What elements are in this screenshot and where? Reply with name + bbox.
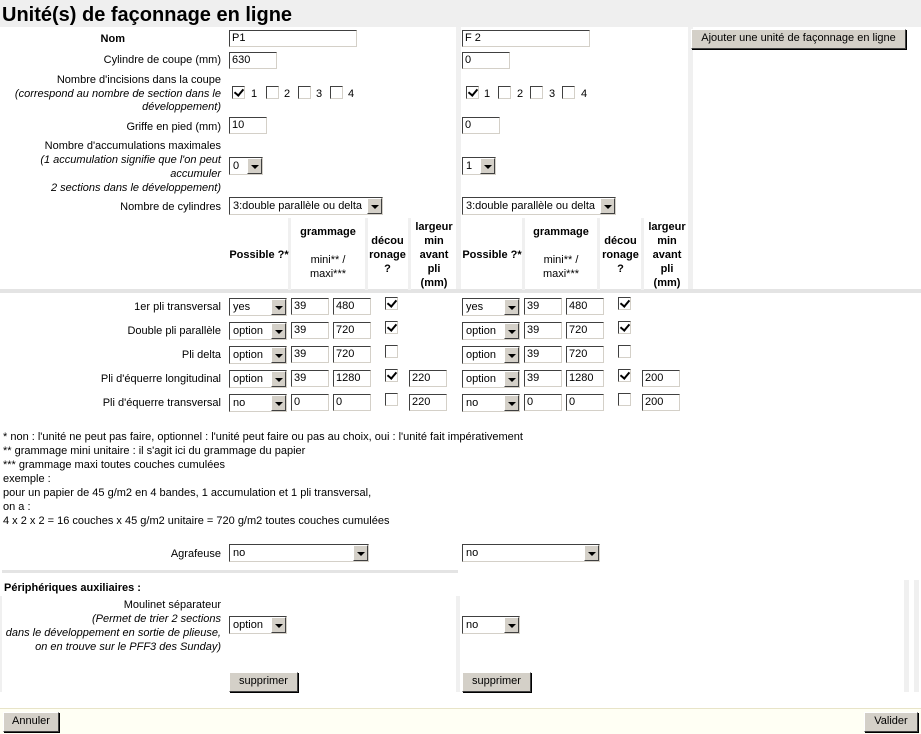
chevron-down-icon	[504, 347, 519, 363]
unit1-incision-3-checkbox[interactable]	[298, 86, 311, 99]
unit1-incision-4-label: 4	[348, 88, 355, 100]
chevron-down-icon	[480, 158, 495, 174]
unit2-accum-select[interactable]	[462, 157, 496, 175]
chevron-down-icon	[584, 545, 599, 561]
unit1-incision-1-label: 1	[251, 88, 258, 100]
chevron-down-icon	[247, 158, 262, 174]
unit1-fold-mini-input[interactable]: 39	[291, 322, 329, 339]
header-largeur-4: pli	[427, 263, 441, 275]
unit1-fold-possible-select[interactable]	[229, 346, 287, 364]
header-decoupe-2: ronage	[602, 249, 639, 261]
unit2-fold-possible-select[interactable]	[462, 322, 520, 340]
cancel-button[interactable]: Annuler	[3, 712, 59, 732]
chevron-down-icon	[271, 395, 286, 411]
header-decoupe-3: ?	[617, 263, 624, 275]
label-accum-note-1: (1 accumulation signifie que l'on peut	[40, 154, 221, 166]
unit1-fold-possible-select[interactable]	[229, 394, 287, 412]
unit1-fold-maxi-input[interactable]: 720	[333, 322, 371, 339]
unit2-moulinet-select[interactable]	[462, 616, 520, 634]
chevron-down-icon	[271, 371, 286, 387]
unit1-incision-2-checkbox[interactable]	[266, 86, 279, 99]
unit2-fold-decoupe-checkbox[interactable]	[618, 297, 631, 310]
note-line: *** grammage maxi toutes couches cumulées	[3, 459, 225, 471]
peripheriques-heading: Périphériques auxiliaires :	[4, 582, 141, 594]
header-possible: Possible ?*	[462, 249, 522, 261]
fold-possible-value: no	[466, 397, 479, 409]
unit2-fold-maxi-input[interactable]: 1280	[566, 370, 604, 387]
note-line: exemple :	[3, 473, 51, 485]
chevron-down-icon	[600, 198, 615, 214]
unit1-incision-3-label: 3	[316, 88, 323, 100]
note-line: 4 x 2 x 2 = 16 couches x 45 g/m2 unitaire = 720 g/m2 toutes couches cumulées	[3, 515, 390, 527]
unit2-incision-1-label: 1	[484, 88, 491, 100]
header-largeur-1: largeur	[415, 221, 453, 233]
unit1-moulinet-select[interactable]	[229, 616, 287, 634]
unit2-fold-maxi-input[interactable]: 0	[566, 394, 604, 411]
section-separator	[2, 570, 458, 573]
unit2-incision-3-checkbox[interactable]	[530, 86, 543, 99]
unit1-fold-maxi-input[interactable]: 1280	[333, 370, 371, 387]
fold-label: 1er pli transversal	[134, 301, 221, 313]
unit2-fold-decoupe-checkbox[interactable]	[618, 345, 631, 358]
label-moulinet-note-2: dans le développement en sortie de plieuse,	[5, 627, 221, 639]
unit2-fold-mini-input[interactable]: 39	[524, 322, 562, 339]
right-strip	[904, 580, 909, 692]
fold-possible-value: option	[466, 325, 496, 337]
label-accum-note-2: accumuler	[170, 168, 221, 180]
unit2-fold-possible-select[interactable]	[462, 346, 520, 364]
unit2-agrafeuse-select[interactable]	[462, 544, 600, 562]
label-nom: Nom	[100, 33, 125, 45]
unit1-nb-cylindres-value: 3:double parallèle ou delta	[233, 200, 363, 212]
header-largeur-2: min	[657, 235, 677, 247]
unit1-fold-mini-input[interactable]: 0	[291, 394, 329, 411]
header-separator	[0, 289, 921, 293]
header-largeur-3: avant	[419, 249, 449, 261]
unit2-incision-3-label: 3	[549, 88, 556, 100]
unit2-nb-cylindres-select[interactable]	[462, 197, 616, 215]
footer-bar	[0, 708, 921, 734]
unit2-fold-maxi-input[interactable]: 720	[566, 322, 604, 339]
unit2-fold-largeur-input[interactable]: 200	[642, 394, 680, 411]
add-unit-button[interactable]: Ajouter une unité de façonnage en ligne	[691, 29, 906, 49]
header-largeur-5: (mm)	[420, 277, 448, 289]
unit2-fold-possible-select[interactable]	[462, 394, 520, 412]
label-incisions-note-1: (correspond au nombre de section dans le	[14, 88, 221, 100]
unit1-fold-largeur-input[interactable]: 220	[409, 370, 447, 387]
page-title: Unité(s) de façonnage en ligne	[2, 4, 293, 26]
header-grammage-sub-2: maxi***	[309, 268, 347, 280]
unit2-fold-mini-input[interactable]: 0	[524, 394, 562, 411]
header-grammage: grammage	[533, 226, 589, 238]
right-strip	[914, 580, 919, 692]
unit2-supprimer-button[interactable]: supprimer	[462, 672, 531, 692]
unit1-fold-possible-select[interactable]	[229, 370, 287, 388]
header-decoupe-1: décou	[371, 235, 404, 247]
label-incisions-note-2: développement)	[142, 101, 221, 113]
unit2-fold-decoupe-checkbox[interactable]	[618, 321, 631, 334]
unit2-incision-4-checkbox[interactable]	[562, 86, 575, 99]
note-line: pour un papier de 45 g/m2 en 4 bandes, 1 accumulation et 1 pli transversal,	[3, 487, 372, 499]
label-incisions: Nombre d'incisions dans la coupe	[56, 74, 221, 86]
label-accum: Nombre d'accumulations maximales	[44, 140, 221, 152]
unit1-fold-mini-input[interactable]: 39	[291, 298, 329, 315]
unit2-fold-mini-input[interactable]: 39	[524, 370, 562, 387]
unit2-incision-4-label: 4	[581, 88, 588, 100]
unit2-fold-largeur-input[interactable]: 200	[642, 370, 680, 387]
unit2-accum-value: 1	[466, 160, 473, 172]
label-agrafeuse: Agrafeuse	[170, 548, 221, 560]
unit1-fold-largeur-input[interactable]: 220	[409, 394, 447, 411]
validate-button[interactable]: Valider	[864, 712, 918, 732]
column-separator	[456, 596, 460, 692]
header-grammage-sub-1: mini** /	[310, 254, 346, 266]
unit2-incision-2-checkbox[interactable]	[498, 86, 511, 99]
header-grammage: grammage	[300, 226, 356, 238]
unit2-fold-mini-input[interactable]: 39	[524, 298, 562, 315]
unit1-fold-decoupe-checkbox[interactable]	[385, 345, 398, 358]
label-nb-cylindres: Nombre de cylindres	[120, 201, 221, 213]
unit1-nb-cylindres-select[interactable]	[229, 197, 383, 215]
chevron-down-icon	[271, 323, 286, 339]
unit1-fold-mini-input[interactable]: 39	[291, 346, 329, 363]
note-line: * non : l'unité ne peut pas faire, optionnel : l'unité peut faire ou pas au choix, oui : l'unité fait impérativement	[3, 431, 523, 443]
chevron-down-icon	[353, 545, 368, 561]
header-decoupe-1: décou	[604, 235, 637, 247]
unit2-fold-decoupe-checkbox[interactable]	[618, 369, 631, 382]
unit2-fold-maxi-input[interactable]: 480	[566, 298, 604, 315]
unit1-cylindre-input[interactable]: 630	[229, 52, 277, 69]
unit2-fold-maxi-input[interactable]: 720	[566, 346, 604, 363]
header-grammage-sub-2: maxi***	[542, 268, 580, 280]
header-largeur-4: pli	[660, 263, 674, 275]
unit1-agrafeuse-select[interactable]	[229, 544, 369, 562]
fold-possible-value: option	[233, 325, 263, 337]
unit1-fold-mini-input[interactable]: 39	[291, 370, 329, 387]
unit1-fold-maxi-input[interactable]: 0	[333, 394, 371, 411]
unit2-fold-possible-select[interactable]	[462, 370, 520, 388]
unit2-griffe-input[interactable]: 0	[462, 117, 500, 134]
fold-possible-value: yes	[233, 301, 251, 313]
fold-possible-value: option	[466, 349, 496, 361]
unit2-fold-mini-input[interactable]: 39	[524, 346, 562, 363]
fold-label: Pli d'équerre transversal	[102, 397, 221, 409]
unit2-agrafeuse-value: no	[466, 547, 479, 559]
unit1-fold-decoupe-checkbox[interactable]	[385, 393, 398, 406]
unit1-agrafeuse-value: no	[233, 547, 246, 559]
unit1-incision-4-checkbox[interactable]	[330, 86, 343, 99]
unit1-fold-maxi-input[interactable]: 480	[333, 298, 371, 315]
fold-label: Pli delta	[181, 349, 221, 361]
chevron-down-icon	[271, 347, 286, 363]
label-cylindre: Cylindre de coupe (mm)	[103, 54, 221, 66]
header-decoupe-2: ronage	[369, 249, 406, 261]
chevron-down-icon	[504, 617, 519, 633]
header-largeur-1: largeur	[648, 221, 686, 233]
chevron-down-icon	[367, 198, 382, 214]
unit2-incision-2-label: 2	[517, 88, 524, 100]
unit2-fold-decoupe-checkbox[interactable]	[618, 393, 631, 406]
unit1-moulinet-value: option	[233, 619, 263, 631]
fold-possible-value: option	[233, 373, 263, 385]
header-possible: Possible ?*	[229, 249, 289, 261]
note-line: on a :	[3, 501, 31, 513]
unit2-fold-possible-select[interactable]	[462, 298, 520, 316]
note-line: ** grammage mini unitaire : il s'agit ici du grammage du papier	[3, 445, 306, 457]
label-moulinet-note-3: on en trouve sur le PFF3 des Sunday)	[35, 641, 221, 653]
header-largeur-2: min	[424, 235, 444, 247]
unit2-incision-1-checkbox[interactable]	[466, 86, 479, 99]
fold-possible-value: yes	[466, 301, 484, 313]
unit1-incision-2-label: 2	[284, 88, 291, 100]
unit1-accum-value: 0	[233, 160, 240, 172]
fold-possible-value: option	[233, 349, 263, 361]
unit1-fold-decoupe-checkbox[interactable]	[385, 297, 398, 310]
unit1-fold-decoupe-checkbox[interactable]	[385, 369, 398, 382]
unit1-fold-maxi-input[interactable]: 720	[333, 346, 371, 363]
chevron-down-icon	[504, 299, 519, 315]
unit1-accum-select[interactable]	[229, 157, 263, 175]
label-griffe: Griffe en pied (mm)	[126, 121, 221, 133]
label-moulinet: Moulinet séparateur	[123, 599, 221, 611]
header-largeur-5: (mm)	[653, 277, 681, 289]
fold-label: Double pli parallèle	[127, 325, 221, 337]
label-moulinet-note-1: (Permet de trier 2 sections	[92, 613, 221, 625]
fold-possible-value: option	[466, 373, 496, 385]
fold-possible-value: no	[233, 397, 246, 409]
unit2-nom-input[interactable]: F 2	[462, 30, 590, 47]
header-largeur-3: avant	[652, 249, 682, 261]
unit1-fold-possible-select[interactable]	[229, 298, 287, 316]
chevron-down-icon	[504, 323, 519, 339]
unit1-incision-1-checkbox[interactable]	[232, 86, 245, 99]
unit2-cylindre-input[interactable]: 0	[462, 52, 510, 69]
unit1-fold-possible-select[interactable]	[229, 322, 287, 340]
header-grammage-sub-1: mini** /	[543, 254, 579, 266]
unit2-moulinet-value: no	[466, 619, 479, 631]
chevron-down-icon	[504, 371, 519, 387]
unit1-nom-input[interactable]: P1	[229, 30, 357, 47]
unit1-griffe-input[interactable]: 10	[229, 117, 267, 134]
chevron-down-icon	[504, 395, 519, 411]
chevron-down-icon	[271, 617, 286, 633]
left-strip	[0, 596, 2, 692]
fold-label: Pli d'équerre longitudinal	[100, 373, 221, 385]
unit1-fold-decoupe-checkbox[interactable]	[385, 321, 398, 334]
label-accum-note-3: 2 sections dans le développement)	[51, 182, 221, 194]
chevron-down-icon	[271, 299, 286, 315]
header-decoupe-3: ?	[384, 263, 391, 275]
unit1-supprimer-button[interactable]: supprimer	[229, 672, 298, 692]
unit2-nb-cylindres-value: 3:double parallèle ou delta	[466, 200, 596, 212]
